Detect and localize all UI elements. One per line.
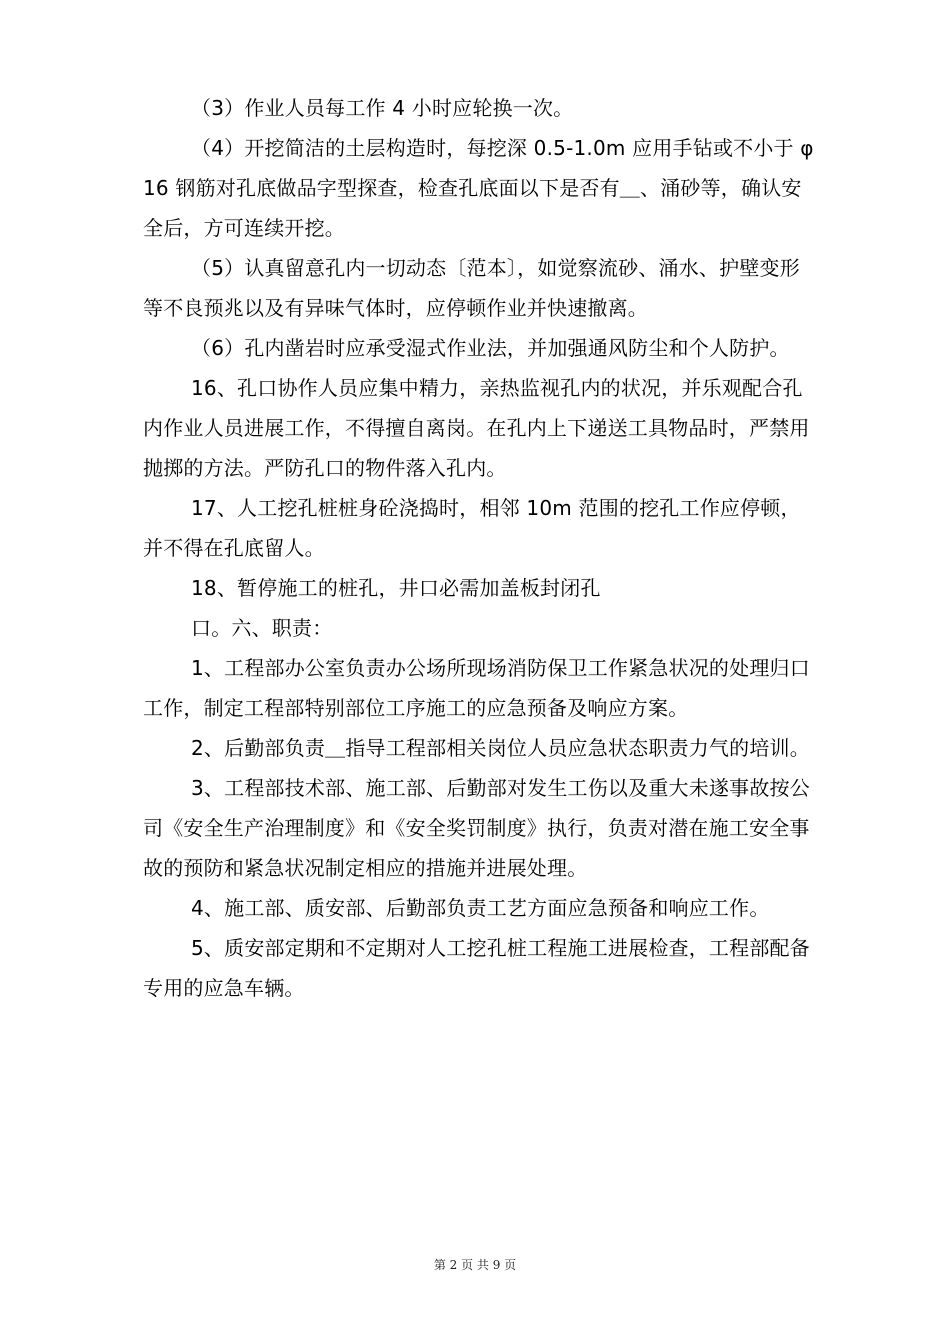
responsibility-3: 3、工程部技术部、施工部、后勤部对发生工伤以及重大未遂事故按公司《安全生产治理制度》和《安全奖罚制度》执行，负责对潜在施工安全事故的预防和紧急状况制定相应的措施并进展处理。 [143,776,810,880]
document-body [143,88,818,1008]
responsibility-4: 4、施工部、质安部、后勤部负责工艺方面应急预备和响应工作。 [191,896,770,920]
paragraph-6-wet-drilling: （6）孔内凿岩时应承受湿式作业法，并加强通风防尘和个人防护。 [191,336,790,360]
page-number-footer: 第 2 页 共 9 页 [433,1258,517,1272]
paragraph-4-excavation-check: （4）开挖简洁的土层构造时，每挖深 0.5-1.0m 应用手钻或不小于 φ16 钢筋对孔底做品字型探查，检查孔底面以下是否有＿、涌砂等，确认安全后，方可连续开挖。 [143,136,814,240]
paragraph-16-hole-mouth-staff: 16、孔口协作人员应集中精力，亲热监视孔内的状况，并乐观配合孔内作业人员进展工作，不得擅自离岗。在孔内上下递送工具物品时，严禁用抛掷的方法。严防孔口的物件落入孔内。 [143,376,810,480]
paragraph-5-monitor-hazards: （5）认真留意孔内一切动态〔范本〕，如觉察流砂、涌水、护壁变形等不良预兆以及有异味气体时，应停顿作业并快速撤离。 [143,256,800,320]
section-six-responsibilities: 口。六、职责： [191,616,333,640]
responsibility-1: 1、工程部办公室负责办公场所现场消防保卫工作紧急状况的处理归口工作，制定工程部特别部位工序施工的应急预备及响应方案。 [143,656,810,720]
paragraph-3-rotation: （3）作业人员每工作 4 小时应轮换一次。 [191,96,574,120]
paragraph-18-suspended-holes: 18、暂停施工的桩孔，井口必需加盖板封闭孔 [191,576,601,600]
paragraph-17-concrete-pouring: 17、人工挖孔桩桩身砼浇捣时，相邻 10m 范围的挖孔工作应停顿， 并不得在孔底留人。 [143,496,808,560]
responsibility-2: 2、后勤部负责＿指导工程部相关岗位人员应急状态职责力气的培训。 [191,736,810,760]
responsibility-5: 5、质安部定期和不定期对人工挖孔桩工程施工进展检查，工程部配备专用的应急车辆。 [143,936,810,1000]
